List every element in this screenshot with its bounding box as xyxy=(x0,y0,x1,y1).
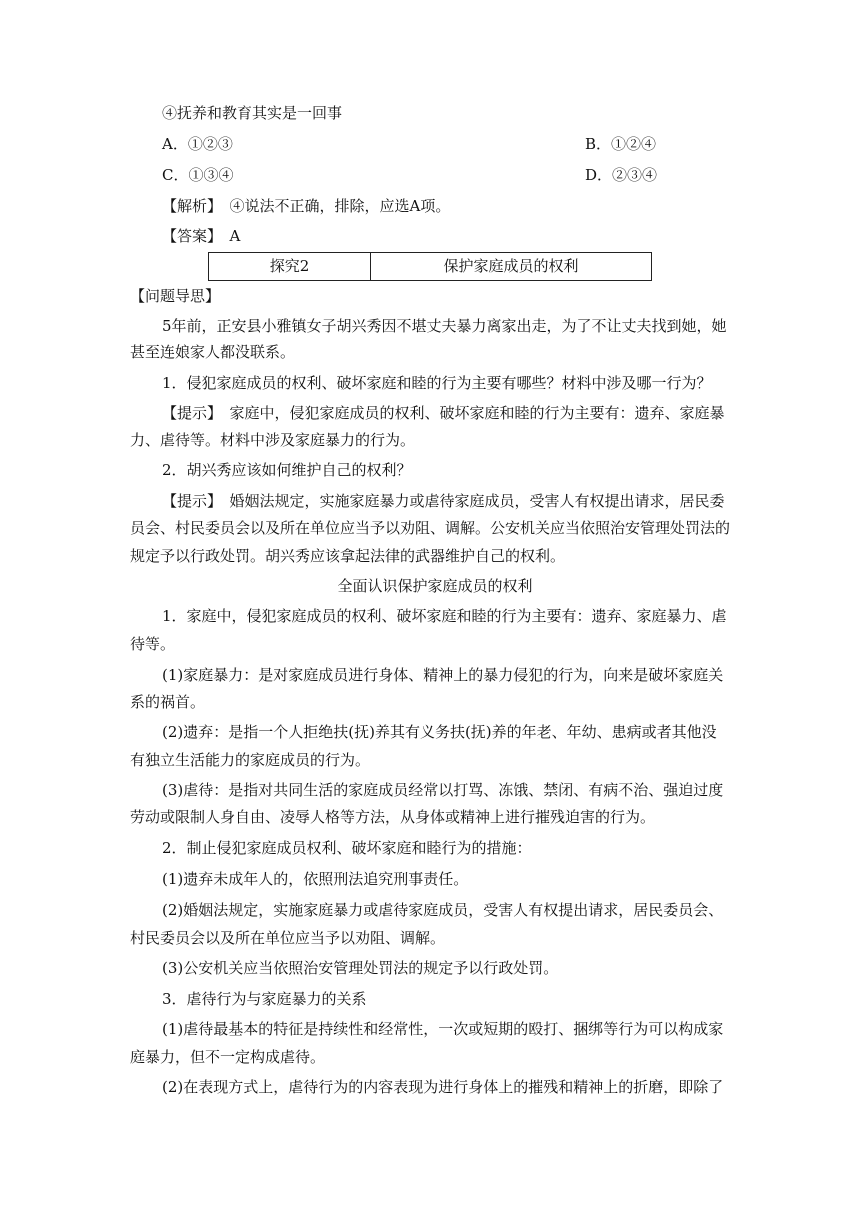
hint-2-line-3: 规定予以行政处罚。胡兴秀应该拿起法律的武器维护自己的权利。 xyxy=(130,547,566,565)
point-2-2-line-2: 村民委员会以及所在单位应当予以劝阻、调解。 xyxy=(130,929,446,947)
section-heading-table xyxy=(208,252,652,281)
point-1-3-line-2: 劳动或限制人身自由、凌辱人格等方法，从身体或精神上进行摧残迫害的行为。 xyxy=(130,808,656,826)
choice-d: D．②③④ xyxy=(585,166,658,184)
table-cell-topic-number: 探究2 xyxy=(209,253,371,280)
hint-1-line-1: 【提示】 家庭中，侵犯家庭成员的权利、破坏家庭和睦的行为主要有：遗弃、家庭暴 xyxy=(162,404,725,422)
choice-a: A．①②③ xyxy=(162,135,233,153)
option-4-statement: ④抚养和教育其实是一回事 xyxy=(162,104,343,122)
material-line-2: 甚至连娘家人都没联系。 xyxy=(130,343,296,361)
hint-1-line-2: 力、虐待等。材料中涉及家庭暴力的行为。 xyxy=(130,431,416,449)
table-cell-topic-title: 保护家庭成员的权利 xyxy=(443,257,579,275)
material-line-1: 5年前，正安县小雅镇女子胡兴秀因不堪丈夫暴力离家出走，为了不让丈夫找到她，她 xyxy=(162,317,727,335)
question-guide-heading: 【问题导思】 xyxy=(130,287,221,305)
hint-2-line-1: 【提示】 婚姻法规定，实施家庭暴力或虐待家庭成员，受害人有权提出请求，居民委 xyxy=(162,492,725,510)
point-1-line-1: 1．家庭中，侵犯家庭成员的权利、破坏家庭和睦的行为主要有：遗弃、家庭暴力、虐 xyxy=(162,607,727,625)
point-3-2-line-1: (2)在表现方式上，虐待行为的内容表现为进行身体上的摧残和精神上的折磨，即除了 xyxy=(162,1078,724,1096)
point-1-3-line-1: (3)虐待：是指对共同生活的家庭成员经常以打骂、冻饿、禁闭、有病不治、强迫过度 xyxy=(162,781,724,799)
point-1-2-line-2: 有独立生活能力的家庭成员的行为。 xyxy=(130,751,371,769)
point-1-line-2: 待等。 xyxy=(130,635,176,653)
point-2-1: (1)遗弃未成年人的，依照刑法追究刑事责任。 xyxy=(162,870,469,888)
point-2-2-line-1: (2)婚姻法规定，实施家庭暴力或虐待家庭成员，受害人有权提出请求，居民委员会、 xyxy=(162,901,724,919)
point-1-1-line-2: 系的祸首。 xyxy=(130,693,206,711)
point-2-heading: 2．制止侵犯家庭成员权利、破坏家庭和睦行为的措施： xyxy=(162,839,532,857)
point-1-2-line-1: (2)遗弃：是指一个人拒绝扶(抚)养其有义务扶(抚)养的年老、年幼、患病或者其他没 xyxy=(162,723,717,741)
question-2: 2．胡兴秀应该如何维护自己的权利？ xyxy=(162,461,412,479)
point-3-1-line-1: (1)虐待最基本的特征是持续性和经常性，一次或短期的殴打、捆绑等行为可以构成家 xyxy=(162,1020,724,1038)
analysis-line: 【解析】 ④说法不正确，排除，应选A项。 xyxy=(162,197,451,215)
point-1-1-line-1: (1)家庭暴力：是对家庭成员进行身体、精神上的暴力侵犯的行为，向来是破坏家庭关 xyxy=(162,666,724,684)
answer-line: 【答案】 A xyxy=(162,227,241,245)
choice-c: C．①③④ xyxy=(162,166,234,184)
point-3-heading: 3．虐待行为与家庭暴力的关系 xyxy=(162,990,367,1008)
point-3-1-line-2: 庭暴力，但不一定构成虐待。 xyxy=(130,1048,326,1066)
hint-2-line-2: 员会、村民委员会以及所在单位应当予以劝阻、调解。公安机关应当依照治安管理处罚法的 xyxy=(130,519,731,537)
section-subtitle: 全面认识保护家庭成员的权利 xyxy=(337,577,533,595)
point-2-3: (3)公安机关应当依照治安管理处罚法的规定予以行政处罚。 xyxy=(162,959,559,977)
question-1: 1．侵犯家庭成员的权利、破坏家庭和睦的行为主要有哪些？材料中涉及哪一行为？ xyxy=(162,374,712,392)
choice-b: B．①②④ xyxy=(585,135,657,153)
